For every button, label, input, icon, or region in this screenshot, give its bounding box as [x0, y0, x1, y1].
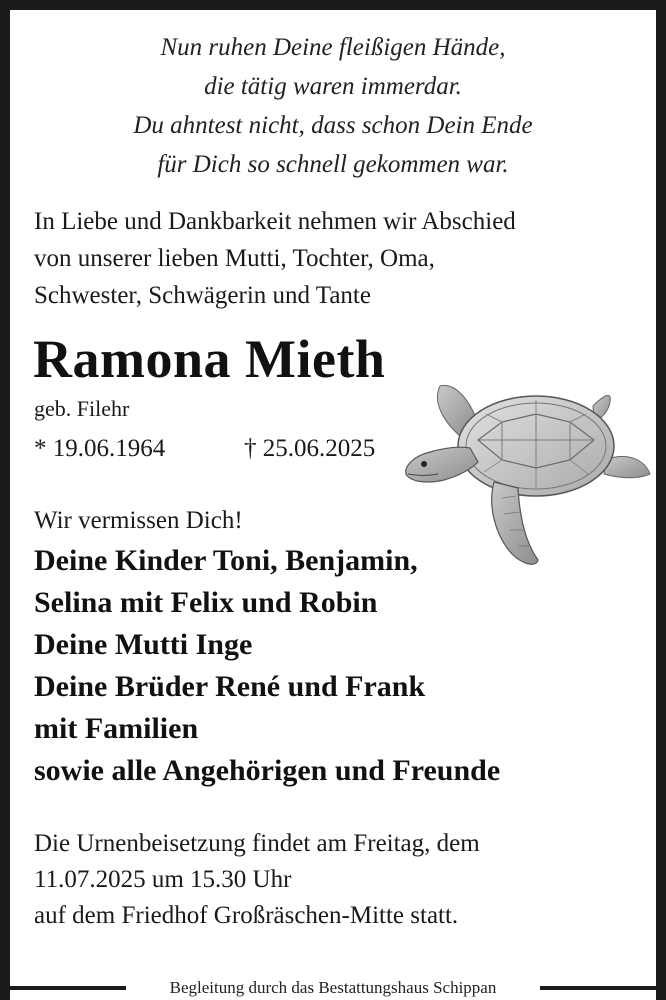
mourner-line: Deine Brüder René und Frank [34, 670, 426, 703]
farewell-intro [34, 203, 516, 314]
funeral-notice [34, 826, 480, 934]
footer-rule-right [540, 986, 666, 990]
life-dates [34, 433, 376, 465]
poem-line: Nun ruhen Deine fleißigen Hände, [160, 34, 506, 61]
mourners-intro: Wir vermissen Dich! [34, 507, 243, 534]
mourner-line: Deine Kinder Toni, Benjamin, [34, 544, 418, 577]
funeral-home-credit: Begleitung durch das Bestattungshaus Schippan [169, 978, 497, 997]
funeral-line: Die Urnenbeisetzung findet am Freitag, dem [34, 830, 480, 857]
poem [20, 28, 646, 184]
funeral-line: 11.07.2025 um 15.30 Uhr [34, 866, 292, 893]
mourner-line: Selina mit Felix und Robin [34, 586, 378, 619]
deceased-name: Ramona Mieth [33, 329, 386, 389]
mourner-line: Deine Mutti Inge [34, 628, 253, 661]
footer-rule-left [0, 986, 126, 990]
death-date: † 25.06.2025 [244, 435, 376, 462]
poem-line: Du ahntest nicht, dass schon Dein Ende [133, 112, 533, 139]
intro-line: In Liebe und Dankbarkeit nehmen wir Abschied [34, 208, 516, 235]
footer [0, 976, 666, 1000]
poem-line: die tätig waren immerdar. [204, 73, 462, 100]
funeral-line: auf dem Friedhof Großräschen-Mitte statt. [34, 902, 459, 929]
mourner-line: mit Familien [34, 712, 199, 745]
intro-line: von unserer lieben Mutti, Tochter, Oma, [34, 245, 435, 272]
mourners-list [34, 540, 500, 792]
birth-name: geb. Filehr [34, 396, 130, 421]
mourner-line: sowie alle Angehörigen und Freunde [34, 754, 501, 787]
intro-line: Schwester, Schwägerin und Tante [34, 282, 371, 309]
poem-line: für Dich so schnell gekommen war. [157, 151, 509, 178]
birth-date: * 19.06.1964 [34, 435, 166, 462]
